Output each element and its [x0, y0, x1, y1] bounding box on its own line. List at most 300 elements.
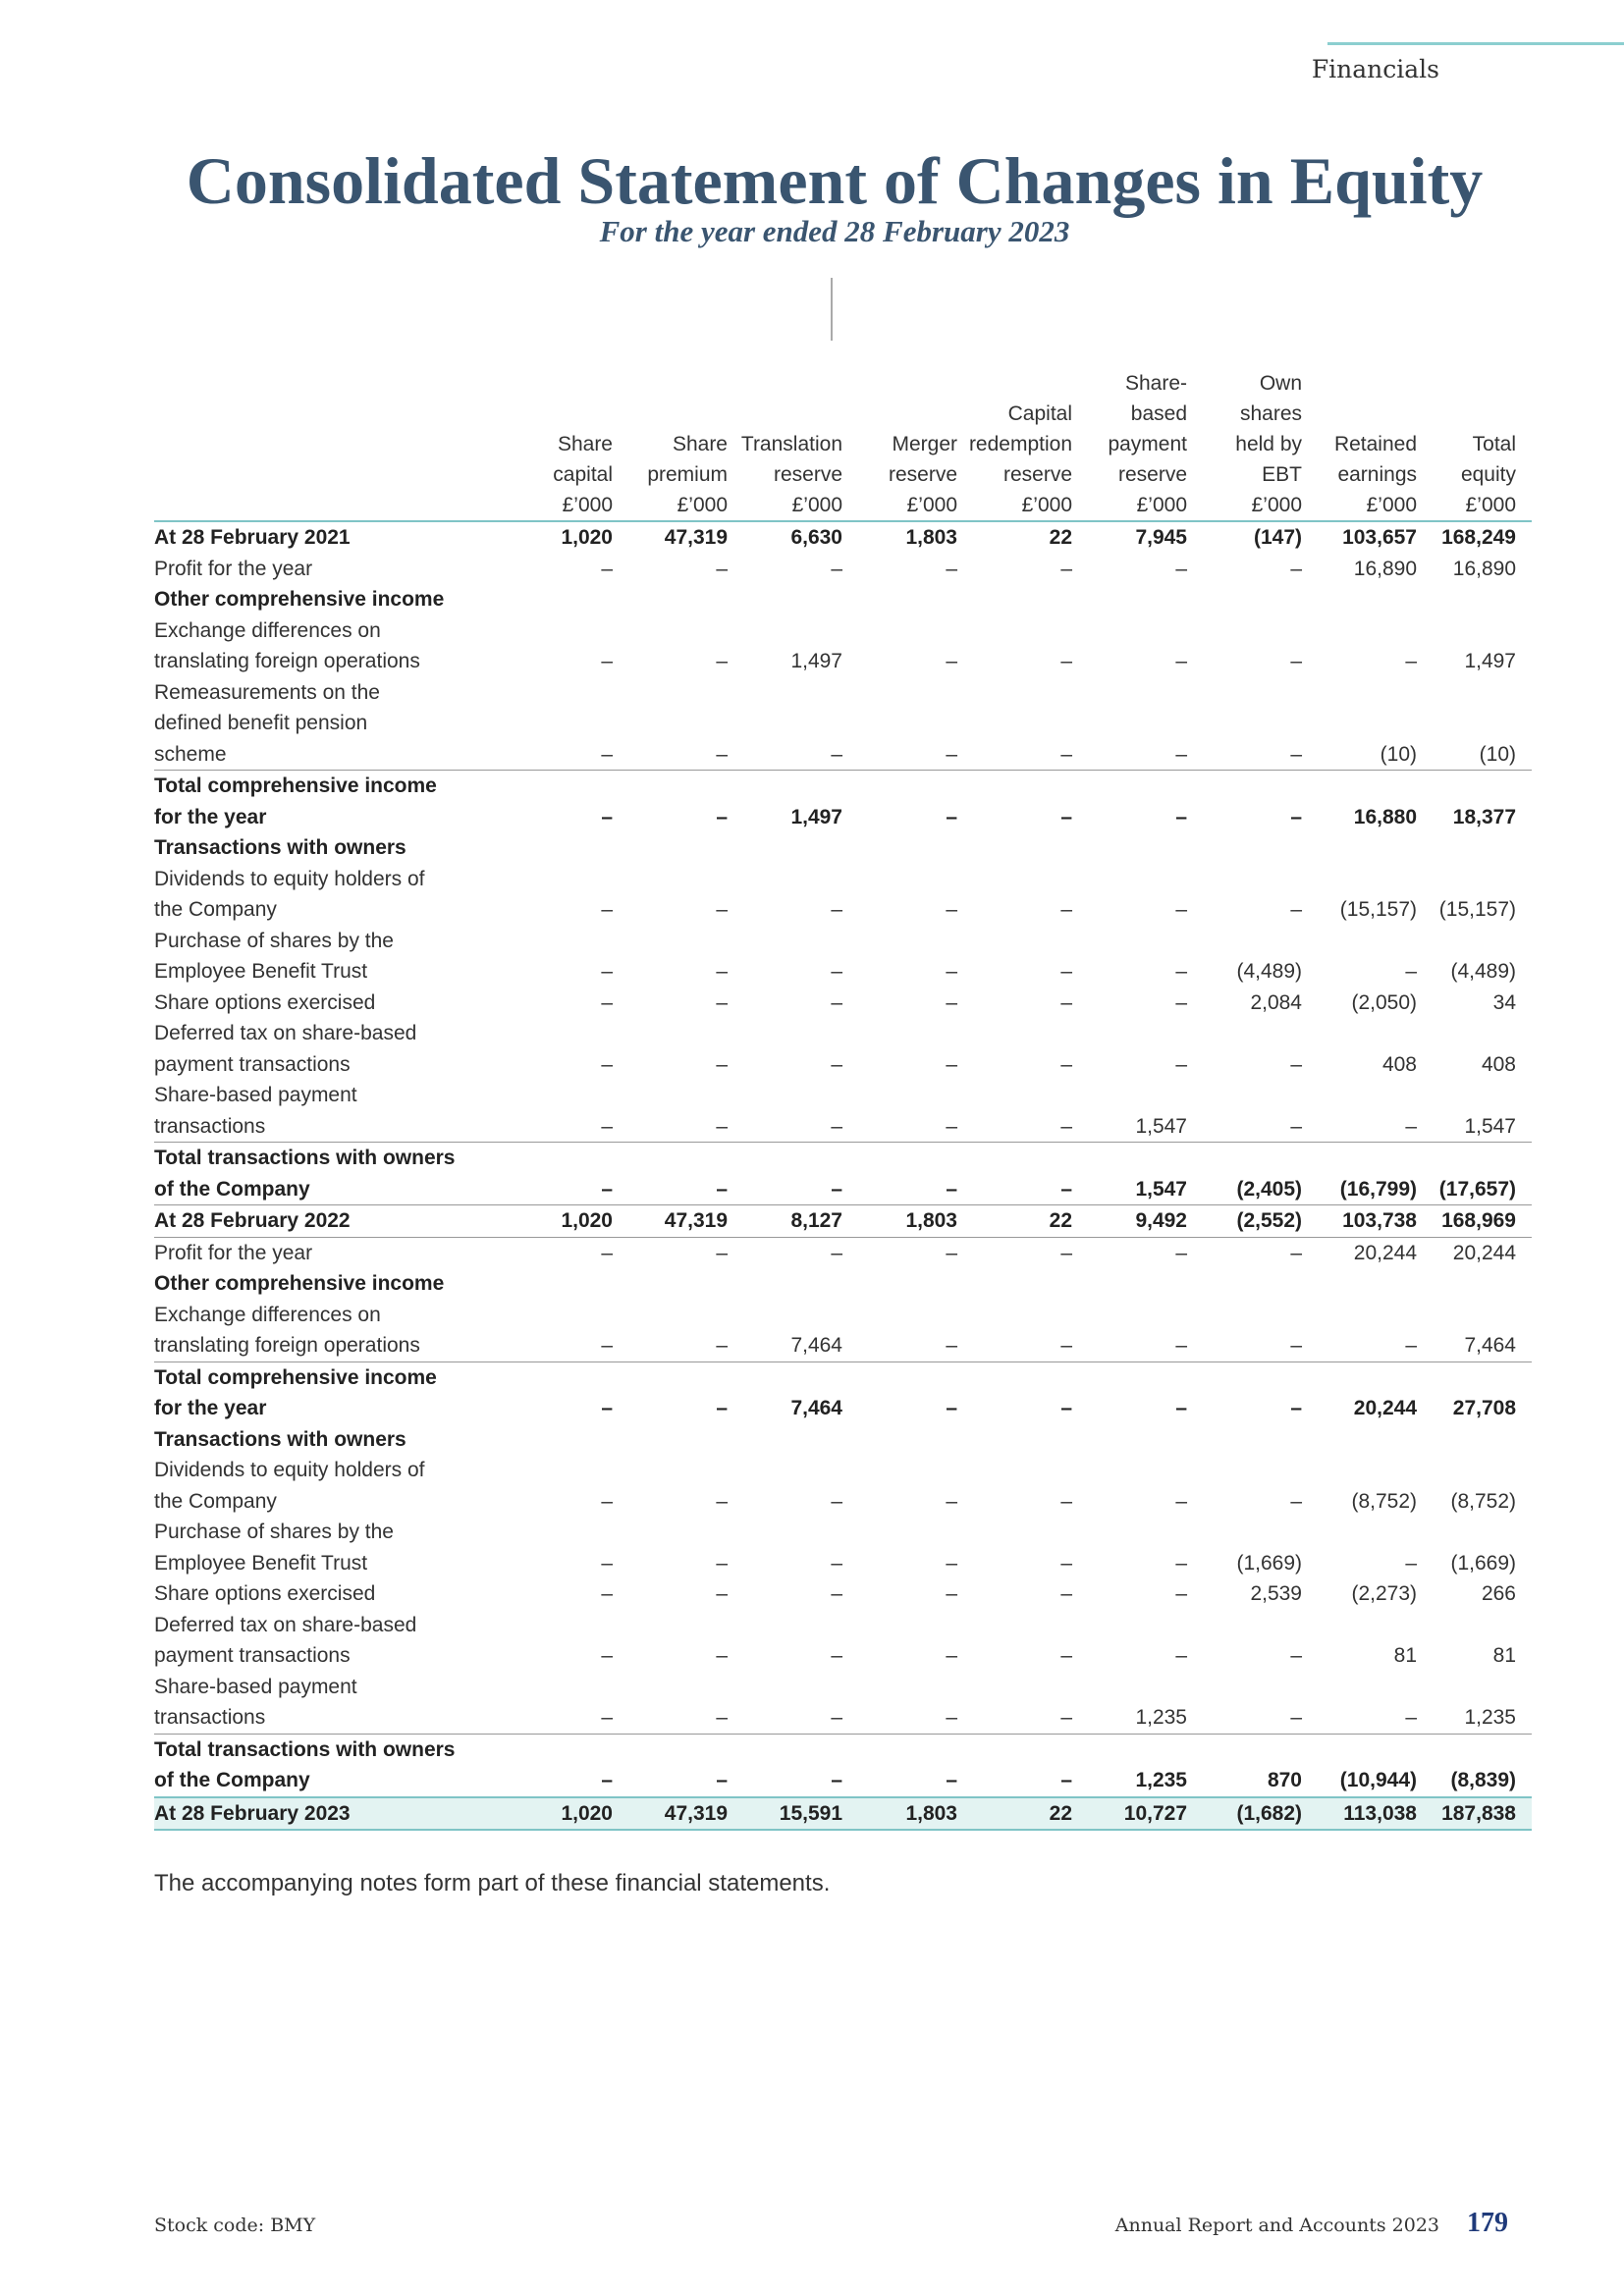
- cell-value: –: [1290, 557, 1302, 580]
- cell-value: 18,377: [1452, 805, 1516, 828]
- table-header-row: [154, 368, 1532, 521]
- row-label-line: transactions: [154, 1706, 266, 1729]
- row-label-line: Profit for the year: [154, 557, 313, 580]
- cell-value: –: [613, 1080, 728, 1143]
- cell-value: [1187, 584, 1302, 615]
- cell-value: –: [1060, 960, 1072, 983]
- cell-value: –: [1060, 1769, 1072, 1791]
- cell-value: 1,235: [1135, 1769, 1187, 1791]
- row-label: [154, 1362, 498, 1424]
- column-header: Translation reserve £’000: [728, 368, 842, 521]
- cell-value: –: [1060, 650, 1072, 672]
- cell-value: 1,803: [842, 1205, 957, 1238]
- cell-value: 34: [1492, 990, 1516, 1014]
- cell-value: –: [1405, 960, 1417, 983]
- row-label-line: of the Company: [154, 1769, 310, 1791]
- stock-code: Stock code: BMY: [154, 2215, 316, 2236]
- cell-value: –: [842, 677, 957, 771]
- cell-value: 16,890: [1353, 557, 1417, 580]
- cell-value: [842, 832, 957, 864]
- page-title: Consolidated Statement of Changes in Equity: [186, 143, 1484, 218]
- cell-value: [1417, 1268, 1532, 1300]
- table-row: [154, 1734, 1532, 1797]
- table-row: [154, 988, 1532, 1019]
- cell-value: –: [498, 1143, 613, 1205]
- row-label-line: At 28 February 2023: [154, 1801, 351, 1825]
- table-row: [154, 584, 1532, 615]
- cell-value: –: [1187, 1300, 1302, 1362]
- table-row: [154, 771, 1532, 833]
- row-label: [154, 1455, 498, 1517]
- cell-value: 103,657: [1342, 526, 1417, 549]
- cell-value: –: [831, 960, 842, 983]
- cell-value: [1072, 1268, 1187, 1300]
- cell-value: –: [946, 1769, 957, 1791]
- table-row: [154, 1517, 1532, 1578]
- cell-value: [957, 832, 1072, 864]
- cell-value: 47,319: [613, 1797, 728, 1831]
- cell-value: –: [831, 1241, 842, 1264]
- table-row: [154, 1268, 1532, 1300]
- cell-value: –: [1060, 557, 1072, 580]
- row-label-line: At 28 February 2022: [154, 1209, 351, 1232]
- cell-value: 7,464: [728, 1300, 842, 1362]
- footnote: The accompanying notes form part of these financial statements.: [154, 1870, 831, 1896]
- cell-value: –: [1302, 1672, 1417, 1735]
- cell-value: 22: [1049, 526, 1072, 549]
- cell-value: –: [1290, 1644, 1302, 1667]
- row-label-line: Profit for the year: [154, 1241, 313, 1264]
- cell-value: –: [601, 960, 613, 983]
- cell-value: 1,803: [905, 526, 957, 549]
- cell-value: –: [1060, 1551, 1072, 1575]
- row-label: [154, 1018, 498, 1080]
- cell-value: –: [601, 1397, 613, 1419]
- cell-value: [728, 832, 842, 864]
- row-label-line: Employee Benefit Trust: [154, 1551, 368, 1575]
- row-label: [154, 521, 498, 554]
- cell-value: –: [831, 1052, 842, 1076]
- cell-value: –: [1290, 1489, 1302, 1513]
- cell-value: 103,738: [1302, 1205, 1417, 1238]
- cell-value: –: [946, 1489, 957, 1513]
- row-label-line: Dividends to equity holders of: [154, 867, 425, 890]
- section-label: Financials: [1311, 55, 1439, 83]
- cell-value: –: [957, 1143, 1072, 1205]
- cell-value: (2,405): [1187, 1143, 1302, 1205]
- cell-value: 2,539: [1250, 1582, 1302, 1605]
- cell-value: –: [831, 1644, 842, 1667]
- table-row: [154, 521, 1532, 554]
- cell-value: –: [613, 1143, 728, 1205]
- page-number: 179: [1467, 2208, 1508, 2238]
- row-label-line: for the year: [154, 805, 267, 828]
- cell-value: –: [1060, 990, 1072, 1014]
- cell-value: –: [716, 805, 728, 828]
- cell-value: –: [601, 1769, 613, 1791]
- cell-value: [1072, 584, 1187, 615]
- cell-value: 408: [1481, 1052, 1516, 1076]
- cell-value: –: [716, 1241, 728, 1264]
- cell-value: –: [498, 1672, 613, 1735]
- cell-value: –: [601, 1644, 613, 1667]
- row-label-line: for the year: [154, 1397, 267, 1419]
- cell-value: (10): [1302, 677, 1417, 771]
- cell-value: –: [1290, 805, 1302, 828]
- cell-value: 7,464: [1417, 1300, 1532, 1362]
- cell-value: –: [601, 990, 613, 1014]
- row-label-line: Total comprehensive income: [154, 1365, 437, 1389]
- cell-value: –: [601, 650, 613, 672]
- row-label-line: transactions: [154, 1114, 266, 1138]
- cell-value: (10): [1417, 677, 1532, 771]
- cell-value: 1,235: [1417, 1672, 1532, 1735]
- cell-value: [728, 1268, 842, 1300]
- cell-value: –: [842, 1672, 957, 1735]
- cell-value: –: [1175, 1582, 1187, 1605]
- row-label-line: Dividends to equity holders of: [154, 1459, 425, 1481]
- cell-value: –: [498, 677, 613, 771]
- cell-value: [1302, 1424, 1417, 1456]
- row-label-line: Total transactions with owners: [154, 1737, 456, 1761]
- cell-value: –: [1060, 1052, 1072, 1076]
- table-row: [154, 1237, 1532, 1268]
- cell-value: –: [1060, 898, 1072, 921]
- cell-value: (10,944): [1339, 1769, 1417, 1791]
- column-header: Share capital £’000: [498, 368, 613, 521]
- column-header: Share- based payment reserve £’000: [1072, 368, 1187, 521]
- row-label-line: the Company: [154, 1489, 277, 1513]
- cell-value: 47,319: [613, 1205, 728, 1238]
- cell-value: 81: [1492, 1644, 1516, 1667]
- row-label: [154, 771, 498, 833]
- row-label-line: Other comprehensive income: [154, 1272, 445, 1295]
- cell-value: –: [946, 1644, 957, 1667]
- cell-value: –: [728, 1080, 842, 1143]
- cell-value: –: [1175, 898, 1187, 921]
- cell-value: 1,497: [790, 805, 842, 828]
- cell-value: [842, 584, 957, 615]
- cell-value: –: [831, 1769, 842, 1791]
- row-label: [154, 864, 498, 926]
- cell-value: –: [1187, 1672, 1302, 1735]
- page-subtitle: For the year ended 28 February 2023: [599, 214, 1070, 248]
- cell-value: –: [1060, 1241, 1072, 1264]
- row-label-line: Other comprehensive income: [154, 588, 445, 611]
- cell-value: (8,752): [1450, 1489, 1516, 1513]
- cell-value: –: [831, 990, 842, 1014]
- cell-value: 47,319: [664, 526, 728, 549]
- row-label: [154, 1205, 498, 1238]
- row-label-line: Transactions with owners: [154, 1427, 406, 1451]
- cell-value: 1,235: [1072, 1672, 1187, 1735]
- cell-value: –: [1290, 1397, 1302, 1419]
- cell-value: –: [831, 1582, 842, 1605]
- header-accent-rule: [1327, 42, 1624, 45]
- cell-value: –: [1302, 1300, 1417, 1362]
- cell-value: [957, 1268, 1072, 1300]
- cell-value: (4,489): [1450, 960, 1516, 983]
- cell-value: –: [842, 1143, 957, 1205]
- cell-value: 1,547: [1072, 1080, 1187, 1143]
- cell-value: –: [946, 650, 957, 672]
- cell-value: 81: [1393, 1644, 1417, 1667]
- table-row: [154, 864, 1532, 926]
- cell-value: (1,669): [1450, 1551, 1516, 1575]
- row-label-line: Share options exercised: [154, 1582, 376, 1605]
- cell-value: 1,497: [790, 650, 842, 672]
- cell-value: (17,657): [1417, 1143, 1532, 1205]
- table-row: [154, 1610, 1532, 1672]
- cell-value: –: [957, 677, 1072, 771]
- cell-value: 10,727: [1072, 1797, 1187, 1831]
- cell-value: [613, 584, 728, 615]
- row-label-line: translating foreign operations: [154, 650, 420, 672]
- cell-value: –: [1060, 1489, 1072, 1513]
- cell-value: [613, 1268, 728, 1300]
- table-row: [154, 1424, 1532, 1456]
- cell-value: 168,969: [1417, 1205, 1532, 1238]
- cell-value: –: [601, 1582, 613, 1605]
- cell-value: (2,552): [1187, 1205, 1302, 1238]
- cell-value: [842, 1268, 957, 1300]
- cell-value: –: [946, 1397, 957, 1419]
- cell-value: –: [1175, 1551, 1187, 1575]
- cell-value: –: [946, 990, 957, 1014]
- cell-value: –: [601, 805, 613, 828]
- cell-value: –: [716, 1397, 728, 1419]
- cell-value: –: [716, 990, 728, 1014]
- row-label-line: Share-based payment: [154, 1675, 357, 1698]
- cell-value: –: [601, 1489, 613, 1513]
- row-label: [154, 615, 498, 677]
- cell-value: –: [831, 557, 842, 580]
- cell-value: –: [1060, 1582, 1072, 1605]
- cell-value: –: [946, 1052, 957, 1076]
- cell-value: 22: [957, 1205, 1072, 1238]
- cell-value: –: [716, 1052, 728, 1076]
- row-label-line: Deferred tax on share-based: [154, 1022, 417, 1044]
- cell-value: (16,799): [1302, 1143, 1417, 1205]
- cell-value: 187,838: [1417, 1797, 1532, 1831]
- row-label: [154, 677, 498, 771]
- cell-value: 1,547: [1072, 1143, 1187, 1205]
- cell-value: 2,084: [1250, 990, 1302, 1014]
- column-header: Total equity £’000: [1417, 368, 1532, 521]
- cell-value: [613, 1424, 728, 1456]
- column-header: Own shares held by EBT £’000: [1187, 368, 1302, 521]
- cell-value: 6,630: [790, 526, 842, 549]
- cell-value: –: [842, 1080, 957, 1143]
- row-label: [154, 1143, 498, 1205]
- row-label: [154, 1300, 498, 1362]
- divider-line: [831, 278, 833, 341]
- row-label: [154, 554, 498, 585]
- cell-value: –: [716, 1644, 728, 1667]
- cell-value: [1072, 1424, 1187, 1456]
- cell-value: (147): [1253, 526, 1302, 549]
- cell-value: –: [498, 1080, 613, 1143]
- cell-value: –: [842, 1300, 957, 1362]
- table-row: [154, 677, 1532, 771]
- cell-value: –: [716, 1489, 728, 1513]
- cell-value: [1072, 832, 1187, 864]
- cell-value: 16,880: [1353, 805, 1417, 828]
- cell-value: 113,038: [1302, 1797, 1417, 1831]
- cell-value: –: [1405, 650, 1417, 672]
- table-row: [154, 554, 1532, 585]
- cell-value: –: [728, 1143, 842, 1205]
- cell-value: 27,708: [1452, 1397, 1516, 1419]
- cell-value: –: [946, 898, 957, 921]
- cell-value: –: [716, 1551, 728, 1575]
- cell-value: –: [716, 650, 728, 672]
- cell-value: –: [728, 677, 842, 771]
- cell-value: (2,050): [1351, 990, 1417, 1014]
- cell-value: –: [1175, 1489, 1187, 1513]
- cell-value: (15,157): [1339, 898, 1417, 921]
- cell-value: –: [1175, 990, 1187, 1014]
- row-label-line: Transactions with owners: [154, 836, 406, 859]
- cell-value: –: [601, 1241, 613, 1264]
- cell-value: [957, 584, 1072, 615]
- cell-value: –: [946, 557, 957, 580]
- cell-value: 9,492: [1072, 1205, 1187, 1238]
- cell-value: –: [1405, 1551, 1417, 1575]
- row-label-line: Share-based payment: [154, 1084, 357, 1106]
- row-label-line: Purchase of shares by the: [154, 929, 394, 952]
- table-row: [154, 1455, 1532, 1517]
- cell-value: –: [1187, 1080, 1302, 1143]
- cell-value: –: [716, 557, 728, 580]
- row-label: [154, 1424, 498, 1456]
- cell-value: 15,591: [728, 1797, 842, 1831]
- cell-value: (2,273): [1351, 1582, 1417, 1605]
- cell-value: 1,020: [498, 1797, 613, 1831]
- cell-value: –: [1072, 677, 1187, 771]
- cell-value: –: [1175, 650, 1187, 672]
- cell-value: (4,489): [1236, 960, 1302, 983]
- equity-table: [154, 368, 1532, 1831]
- cell-value: –: [831, 1551, 842, 1575]
- table-row: [154, 1362, 1532, 1424]
- row-label-line: payment transactions: [154, 1644, 351, 1667]
- cell-value: 1,020: [498, 1205, 613, 1238]
- cell-value: –: [1072, 1300, 1187, 1362]
- table-row: [154, 1578, 1532, 1610]
- row-label-line: Share options exercised: [154, 990, 376, 1014]
- cell-value: 168,249: [1441, 526, 1516, 549]
- cell-value: [1187, 1268, 1302, 1300]
- column-header: Retained earnings £’000: [1302, 368, 1417, 521]
- row-label: [154, 832, 498, 864]
- cell-value: [498, 584, 613, 615]
- cell-value: –: [1175, 1397, 1187, 1419]
- cell-value: [957, 1424, 1072, 1456]
- cell-value: –: [1290, 1241, 1302, 1264]
- row-label-line: translating foreign operations: [154, 1334, 420, 1357]
- cell-value: –: [957, 1080, 1072, 1143]
- cell-value: –: [946, 1241, 957, 1264]
- cell-value: [498, 832, 613, 864]
- cell-value: –: [601, 557, 613, 580]
- cell-value: –: [1175, 557, 1187, 580]
- row-label: [154, 1734, 498, 1797]
- row-label-line: At 28 February 2021: [154, 526, 351, 549]
- cell-value: –: [946, 960, 957, 983]
- cell-value: –: [716, 1769, 728, 1791]
- cell-value: 7,464: [790, 1397, 842, 1419]
- cell-value: –: [1175, 960, 1187, 983]
- cell-value: 870: [1267, 1769, 1302, 1791]
- cell-value: –: [728, 1672, 842, 1735]
- cell-value: –: [1060, 805, 1072, 828]
- cell-value: (1,669): [1236, 1551, 1302, 1575]
- cell-value: (1,682): [1187, 1797, 1302, 1831]
- cell-value: –: [601, 898, 613, 921]
- row-label-line: of the Company: [154, 1177, 310, 1201]
- cell-value: [498, 1424, 613, 1456]
- cell-value: 8,127: [728, 1205, 842, 1238]
- cell-value: –: [601, 1052, 613, 1076]
- row-label: [154, 1672, 498, 1735]
- table-row: [154, 1300, 1532, 1362]
- cell-value: –: [1060, 1644, 1072, 1667]
- row-label: [154, 988, 498, 1019]
- table-row: [154, 1672, 1532, 1735]
- column-header: Merger reserve £’000: [842, 368, 957, 521]
- cell-value: –: [716, 960, 728, 983]
- row-label-line: Total transactions with owners: [154, 1147, 456, 1169]
- cell-value: –: [831, 898, 842, 921]
- cell-value: –: [946, 805, 957, 828]
- cell-value: 1,497: [1464, 650, 1516, 672]
- cell-value: 408: [1381, 1052, 1417, 1076]
- column-header-label: [154, 368, 498, 521]
- cell-value: –: [1060, 1397, 1072, 1419]
- cell-value: [1302, 832, 1417, 864]
- cell-value: –: [716, 898, 728, 921]
- cell-value: –: [946, 1582, 957, 1605]
- row-label: [154, 1578, 498, 1610]
- cell-value: –: [1175, 1241, 1187, 1264]
- table-row: [154, 926, 1532, 988]
- row-label: [154, 1797, 498, 1831]
- cell-value: [1417, 584, 1532, 615]
- table-row: [154, 1018, 1532, 1080]
- row-label-line: defined benefit pension: [154, 712, 368, 734]
- cell-value: 266: [1481, 1582, 1516, 1605]
- table-row: [154, 1143, 1532, 1205]
- row-label-line: Employee Benefit Trust: [154, 960, 368, 983]
- cell-value: [1417, 1424, 1532, 1456]
- row-label: [154, 1610, 498, 1672]
- cell-value: –: [1187, 677, 1302, 771]
- cell-value: 20,244: [1353, 1397, 1417, 1419]
- cell-value: 1,547: [1417, 1080, 1532, 1143]
- cell-value: –: [957, 1672, 1072, 1735]
- table-row: [154, 1205, 1532, 1238]
- cell-value: [1187, 832, 1302, 864]
- table-row: [154, 1797, 1532, 1831]
- cell-value: –: [957, 1300, 1072, 1362]
- row-label-line: Exchange differences on: [154, 1303, 381, 1326]
- row-label-line: Purchase of shares by the: [154, 1521, 394, 1543]
- cell-value: 1,803: [842, 1797, 957, 1831]
- table-row: [154, 1080, 1532, 1143]
- row-label-line: payment transactions: [154, 1052, 351, 1076]
- row-label: [154, 584, 498, 615]
